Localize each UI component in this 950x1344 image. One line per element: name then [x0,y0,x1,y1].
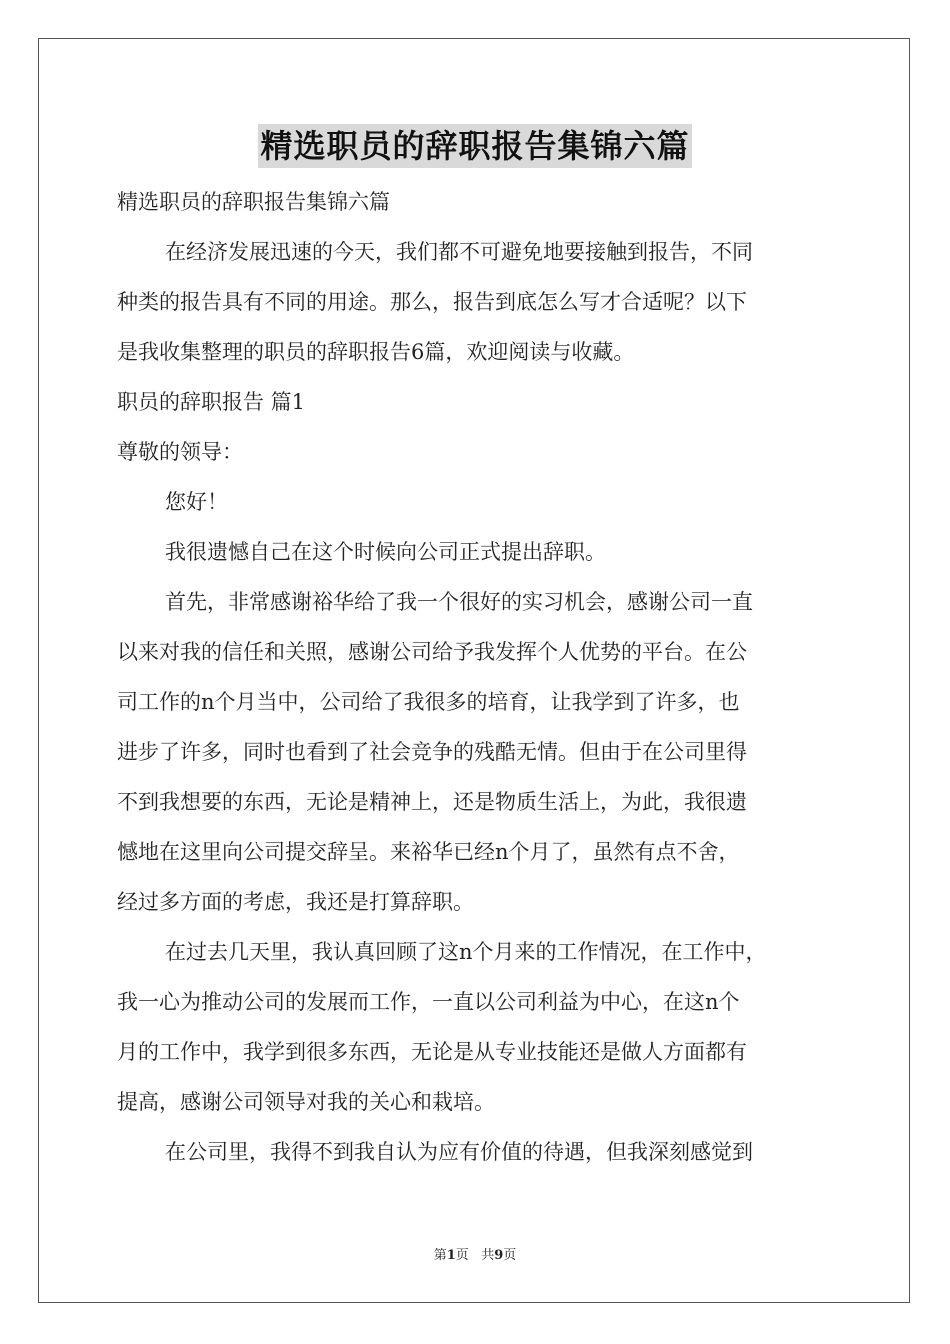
text-line: 月的工作中，我学到很多东西，无论是从专业技能还是做人方面都有 [117,1040,747,1064]
text-line: 经过多方面的考虑，我还是打算辞职。 [117,890,474,914]
document-body [117,177,835,1177]
page-footer [0,1244,950,1263]
text-line: 憾地在这里向公司提交辞呈。来裕华已经n个月了，虽然有点不舍， [117,840,740,864]
title-container [0,124,950,168]
text-line: 种类的报告具有不同的用途。那么，报告到底怎么写才合适呢？以下 [117,290,747,314]
text-line: 您好！ [165,490,228,514]
text-line: 提高，感谢公司领导对我的关心和栽培。 [117,1090,495,1114]
page-total: 9 [494,1248,504,1263]
document-title: 精选职员的辞职报告集锦六篇 [258,124,691,168]
page-current: 1 [446,1248,456,1263]
text-line: 尊敬的领导： [117,440,243,464]
text-line: 在经济发展迅速的今天，我们都不可避免地要接触到报告，不同 [165,240,753,264]
text-line: 进步了许多，同时也看到了社会竞争的残酷无情。但由于在公司里得 [117,740,747,764]
text-line: 精选职员的辞职报告集锦六篇 [117,190,390,214]
total-prefix: 共 [481,1248,495,1263]
text-line: 我很遗憾自己在这个时候向公司正式提出辞职。 [165,540,606,564]
text-line: 司工作的n个月当中，公司给了我很多的培育，让我学到了许多，也 [117,690,740,714]
text-line: 在过去几天里，我认真回顾了这n个月来的工作情况，在工作中， [165,940,767,964]
page-prefix: 第 [433,1248,447,1263]
text-line: 以来对我的信任和关照，感谢公司给予我发挥个人优势的平台。在公 [117,640,747,664]
text-line: 职员的辞职报告 篇1 [117,390,306,414]
text-line: 不到我想要的东西，无论是精神上，还是物质生活上，为此，我很遗 [117,790,747,814]
page-suffix: 页 [455,1248,469,1263]
text-line: 我一心为推动公司的发展而工作，一直以公司利益为中心，在这n个 [117,990,740,1014]
text-line: 是我收集整理的职员的辞职报告6篇，欢迎阅读与收藏。 [117,340,635,364]
total-suffix: 页 [503,1248,517,1263]
text-line: 在公司里，我得不到我自认为应有价值的待遇，但我深刻感觉到 [165,1140,753,1164]
text-line: 首先，非常感谢裕华给了我一个很好的实习机会，感谢公司一直 [165,590,753,614]
